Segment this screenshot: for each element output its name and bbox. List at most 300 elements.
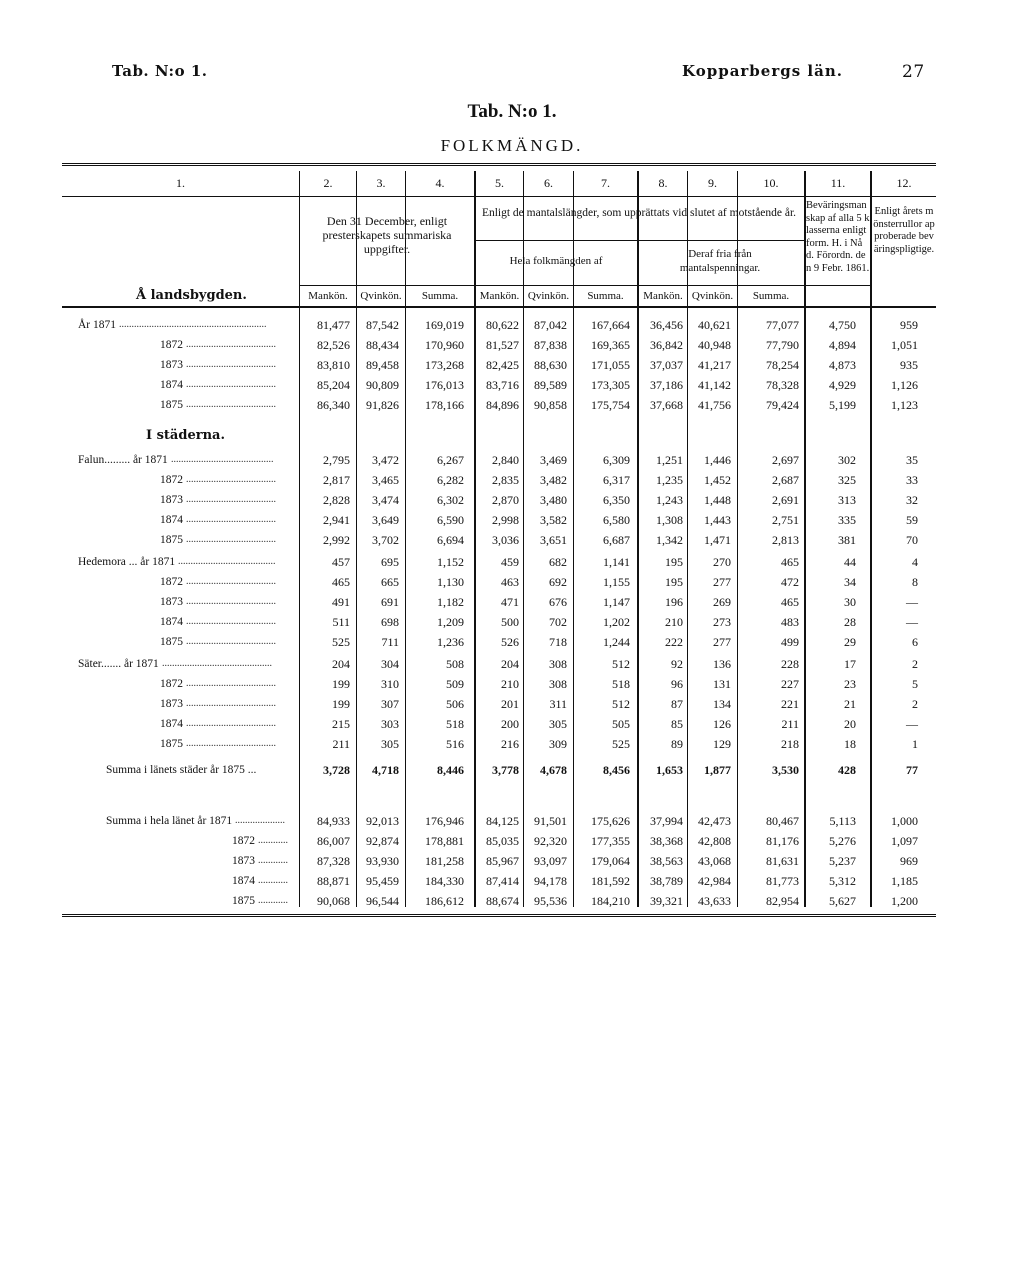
cell-col-12: 935 xyxy=(900,358,918,372)
cell-col-6: 87,838 xyxy=(534,338,567,352)
cell-col-2: 204 xyxy=(332,657,350,671)
cell-col-7: 512 xyxy=(612,657,630,671)
cell-col-7: 6,687 xyxy=(603,533,630,547)
cell-col-2: 2,941 xyxy=(323,513,350,527)
cell-col-11: 4,750 xyxy=(829,318,856,332)
cell-col-9: 269 xyxy=(713,595,731,609)
cell-col-4: 516 xyxy=(446,737,464,751)
cell-col-6: 3,651 xyxy=(540,533,567,547)
cell-col-2: 491 xyxy=(332,595,350,609)
running-head-county: Kopparbergs län. xyxy=(682,62,843,80)
cell-col-7: 6,309 xyxy=(603,453,630,467)
table-row xyxy=(0,336,1024,356)
row-label: År 1871 xyxy=(78,319,117,331)
sub-label-summa: Summa. xyxy=(421,290,459,302)
leader-dots: .................................... xyxy=(186,514,276,525)
table-row xyxy=(0,451,1024,471)
cell-col-5: 471 xyxy=(501,595,519,609)
cell-col-7: 1,147 xyxy=(603,595,630,609)
cell-col-5: 85,967 xyxy=(486,854,519,868)
cell-col-6: 309 xyxy=(549,737,567,751)
cell-col-7: 169,365 xyxy=(591,338,630,352)
cell-col-12: — xyxy=(906,615,918,629)
cell-col-10: 2,751 xyxy=(772,513,799,527)
table-row xyxy=(0,675,1024,695)
cell-col-8: 222 xyxy=(665,635,683,649)
cell-col-9: 43,633 xyxy=(698,894,731,908)
cell-col-8: 1,235 xyxy=(656,473,683,487)
cell-col-4: 8,446 xyxy=(437,763,464,777)
cell-col-7: 525 xyxy=(612,737,630,751)
cell-col-11: 428 xyxy=(838,763,856,777)
cell-col-4: 518 xyxy=(446,717,464,731)
cell-col-7: 175,626 xyxy=(591,814,630,828)
leader-dots: .................................... xyxy=(186,738,276,749)
header-monsterrullor: Enligt årets mönsterrullor approberade beväringspligtige. xyxy=(873,206,935,255)
row-label: 1872 xyxy=(160,576,183,588)
cell-col-4: 178,881 xyxy=(425,834,464,848)
leader-dots: .................... xyxy=(235,815,285,826)
table-title: Tab. N:o 1. xyxy=(467,101,557,122)
cell-col-9: 40,948 xyxy=(698,338,731,352)
cell-col-10: 77,790 xyxy=(766,338,799,352)
cell-col-8: 195 xyxy=(665,555,683,569)
cell-col-12: 33 xyxy=(906,473,918,487)
cell-col-2: 199 xyxy=(332,697,350,711)
cell-col-3: 307 xyxy=(381,697,399,711)
cell-col-8: 39,321 xyxy=(650,894,683,908)
row-label: 1875 xyxy=(160,534,183,546)
table-row xyxy=(0,593,1024,613)
cell-col-8: 196 xyxy=(665,595,683,609)
cell-col-10: 78,328 xyxy=(766,378,799,392)
row-label: Säter....... år 1871 xyxy=(78,658,159,670)
cell-col-5: 500 xyxy=(501,615,519,629)
cell-col-4: 176,013 xyxy=(425,378,464,392)
cell-col-2: 2,828 xyxy=(323,493,350,507)
cell-col-12: 1,126 xyxy=(891,378,918,392)
cell-col-10: 2,691 xyxy=(772,493,799,507)
row-label: 1875 xyxy=(160,399,183,411)
sub-label-qvinkon: Qvinkön. xyxy=(360,290,402,302)
cell-col-8: 36,842 xyxy=(650,338,683,352)
cell-col-9: 42,984 xyxy=(698,874,731,888)
cell-col-2: 215 xyxy=(332,717,350,731)
cell-col-4: 1,182 xyxy=(437,595,464,609)
sub-label-mankon: Mankön. xyxy=(479,290,520,302)
col-number: 3. xyxy=(376,176,386,190)
cell-col-11: 28 xyxy=(844,615,856,629)
cell-col-2: 85,204 xyxy=(317,378,350,392)
cell-col-2: 2,795 xyxy=(323,453,350,467)
section-staderna: I städerna. xyxy=(146,428,225,443)
cell-col-12: 1,051 xyxy=(891,338,918,352)
cell-col-6: 718 xyxy=(549,635,567,649)
cell-col-9: 277 xyxy=(713,635,731,649)
table-row xyxy=(0,892,1024,912)
leader-dots: .................................... xyxy=(186,379,276,390)
cell-col-5: 204 xyxy=(501,657,519,671)
cell-col-3: 3,472 xyxy=(372,453,399,467)
cell-col-11: 5,627 xyxy=(829,894,856,908)
cell-col-3: 88,434 xyxy=(366,338,399,352)
table-row xyxy=(0,872,1024,892)
row-label: 1875 xyxy=(232,895,255,907)
cell-col-5: 3,778 xyxy=(492,763,519,777)
cell-col-8: 37,037 xyxy=(650,358,683,372)
cell-col-12: 59 xyxy=(906,513,918,527)
cell-col-5: 2,998 xyxy=(492,513,519,527)
cell-col-5: 81,527 xyxy=(486,338,519,352)
cell-col-3: 3,474 xyxy=(372,493,399,507)
cell-col-10: 81,176 xyxy=(766,834,799,848)
cell-col-2: 457 xyxy=(332,555,350,569)
cell-col-5: 87,414 xyxy=(486,874,519,888)
cell-col-4: 1,130 xyxy=(437,575,464,589)
leader-dots: .................................... xyxy=(186,576,276,587)
cell-col-10: 227 xyxy=(781,677,799,691)
cell-col-11: 17 xyxy=(844,657,856,671)
cell-col-4: 6,302 xyxy=(437,493,464,507)
cell-col-10: 77,077 xyxy=(766,318,799,332)
table-row xyxy=(0,812,1024,832)
cell-col-3: 698 xyxy=(381,615,399,629)
cell-col-3: 87,542 xyxy=(366,318,399,332)
cell-col-3: 305 xyxy=(381,737,399,751)
cell-col-6: 95,536 xyxy=(534,894,567,908)
cell-col-9: 41,217 xyxy=(698,358,731,372)
cell-col-5: 83,716 xyxy=(486,378,519,392)
cell-col-12: 2 xyxy=(912,697,918,711)
cell-col-8: 38,563 xyxy=(650,854,683,868)
cell-col-8: 37,186 xyxy=(650,378,683,392)
col-number: 5. xyxy=(495,176,504,190)
cell-col-2: 2,992 xyxy=(323,533,350,547)
cell-col-10: 78,254 xyxy=(766,358,799,372)
cell-col-10: 465 xyxy=(781,555,799,569)
cell-col-2: 211 xyxy=(332,737,350,751)
cell-col-11: 21 xyxy=(844,697,856,711)
table-row xyxy=(0,852,1024,872)
leader-dots: .................................... xyxy=(186,718,276,729)
leader-dots: .................................... xyxy=(186,678,276,689)
cell-col-10: 3,530 xyxy=(772,763,799,777)
cell-col-9: 129 xyxy=(713,737,731,751)
col-number: 12. xyxy=(896,176,912,190)
cell-col-8: 1,251 xyxy=(656,453,683,467)
cell-col-10: 228 xyxy=(781,657,799,671)
table-row xyxy=(0,715,1024,735)
cell-col-6: 3,469 xyxy=(540,453,567,467)
cell-col-5: 84,125 xyxy=(486,814,519,828)
cell-col-6: 91,501 xyxy=(534,814,567,828)
cell-col-3: 303 xyxy=(381,717,399,731)
cell-col-7: 173,305 xyxy=(591,378,630,392)
cell-col-11: 5,237 xyxy=(829,854,856,868)
cell-col-5: 210 xyxy=(501,677,519,691)
cell-col-4: 1,152 xyxy=(437,555,464,569)
cell-col-11: 313 xyxy=(838,493,856,507)
cell-col-6: 308 xyxy=(549,677,567,691)
cell-col-9: 1,471 xyxy=(704,533,731,547)
cell-col-12: 70 xyxy=(906,533,918,547)
cell-col-4: 181,258 xyxy=(425,854,464,868)
table-row xyxy=(0,735,1024,755)
cell-col-11: 20 xyxy=(844,717,856,731)
leader-dots: .................................... xyxy=(186,636,276,647)
cell-col-11: 5,113 xyxy=(829,814,856,828)
cell-col-8: 210 xyxy=(665,615,683,629)
cell-col-3: 711 xyxy=(381,635,399,649)
sub-label-qvinkon: Qvinkön. xyxy=(691,290,734,302)
cell-col-12: — xyxy=(906,595,918,609)
row-label: 1874 xyxy=(232,875,255,887)
table-row xyxy=(0,832,1024,852)
table-row xyxy=(0,573,1024,593)
cell-col-11: 34 xyxy=(844,575,856,589)
cell-col-3: 3,465 xyxy=(372,473,399,487)
table-row xyxy=(0,491,1024,511)
cell-col-11: 335 xyxy=(838,513,856,527)
cell-col-9: 42,473 xyxy=(698,814,731,828)
cell-col-4: 170,960 xyxy=(425,338,464,352)
cell-col-5: 84,896 xyxy=(486,398,519,412)
cell-col-5: 201 xyxy=(501,697,519,711)
cell-col-8: 36,456 xyxy=(650,318,683,332)
section-landsbygden: Å landsbygden. xyxy=(136,288,247,303)
row-label: 1873 xyxy=(232,855,255,867)
cell-col-5: 85,035 xyxy=(486,834,519,848)
cell-col-2: 86,007 xyxy=(317,834,350,848)
cell-col-7: 6,317 xyxy=(603,473,630,487)
leader-dots: ............ xyxy=(258,875,288,886)
cell-col-5: 2,840 xyxy=(492,453,519,467)
cell-col-4: 506 xyxy=(446,697,464,711)
cell-col-9: 273 xyxy=(713,615,731,629)
cell-col-5: 3,036 xyxy=(492,533,519,547)
cell-col-10: 483 xyxy=(781,615,799,629)
header-group-presterskap: Den 31 December, enligt presterskapets summariska uppgifter. xyxy=(322,214,452,256)
cell-col-9: 134 xyxy=(713,697,731,711)
cell-col-7: 6,350 xyxy=(603,493,630,507)
table-row xyxy=(0,511,1024,531)
row-label: 1875 xyxy=(160,636,183,648)
cell-col-12: 6 xyxy=(912,635,918,649)
row-label: 1873 xyxy=(160,698,183,710)
cell-col-8: 37,994 xyxy=(650,814,683,828)
cell-col-7: 505 xyxy=(612,717,630,731)
cell-col-10: 81,631 xyxy=(766,854,799,868)
cell-col-7: 167,664 xyxy=(591,318,630,332)
cell-col-8: 96 xyxy=(671,677,683,691)
table-row xyxy=(0,356,1024,376)
cell-col-7: 6,580 xyxy=(603,513,630,527)
cell-col-8: 1,342 xyxy=(656,533,683,547)
cell-col-4: 6,590 xyxy=(437,513,464,527)
cell-col-6: 94,178 xyxy=(534,874,567,888)
cell-col-9: 126 xyxy=(713,717,731,731)
cell-col-2: 82,526 xyxy=(317,338,350,352)
cell-col-12: 1 xyxy=(912,737,918,751)
row-label: 1875 xyxy=(160,738,183,750)
cell-col-6: 90,858 xyxy=(534,398,567,412)
cell-col-10: 218 xyxy=(781,737,799,751)
cell-col-4: 1,209 xyxy=(437,615,464,629)
cell-col-10: 221 xyxy=(781,697,799,711)
cell-col-5: 526 xyxy=(501,635,519,649)
cell-col-2: 199 xyxy=(332,677,350,691)
cell-col-12: 4 xyxy=(912,555,918,569)
cell-col-11: 23 xyxy=(844,677,856,691)
cell-col-2: 525 xyxy=(332,635,350,649)
row-label: 1873 xyxy=(160,359,183,371)
cell-col-3: 96,544 xyxy=(366,894,399,908)
cell-col-5: 459 xyxy=(501,555,519,569)
cell-col-6: 311 xyxy=(549,697,567,711)
row-label: 1874 xyxy=(160,616,183,628)
cell-col-7: 177,355 xyxy=(591,834,630,848)
cell-col-6: 87,042 xyxy=(534,318,567,332)
table-row xyxy=(0,396,1024,416)
cell-col-7: 181,592 xyxy=(591,874,630,888)
cell-col-3: 304 xyxy=(381,657,399,671)
cell-col-3: 665 xyxy=(381,575,399,589)
cell-col-6: 4,678 xyxy=(540,763,567,777)
header-fria-fran-mantal: Deraf fria från mantalspenningar. xyxy=(679,248,761,274)
running-head-left: Tab. N:o 1. xyxy=(112,62,208,80)
cell-col-8: 195 xyxy=(665,575,683,589)
leader-dots: ......................................... xyxy=(171,454,274,465)
cell-col-11: 5,276 xyxy=(829,834,856,848)
cell-col-11: 30 xyxy=(844,595,856,609)
cell-col-11: 302 xyxy=(838,453,856,467)
col-number: 8. xyxy=(658,176,668,190)
cell-col-3: 310 xyxy=(381,677,399,691)
header-rule-b xyxy=(475,240,804,241)
leader-dots: .................................... xyxy=(186,596,276,607)
cell-col-6: 682 xyxy=(549,555,567,569)
header-beväringsmanskap: Beväringsmanskap af alla 5 klasserna enligt form. H. i Nåd. Förordn. den 9 Febr. 1861. xyxy=(806,200,870,274)
leader-dots: .................................... xyxy=(186,616,276,627)
row-label: 1874 xyxy=(160,718,183,730)
cell-col-9: 136 xyxy=(713,657,731,671)
cell-col-4: 169,019 xyxy=(425,318,464,332)
cell-col-2: 81,477 xyxy=(317,318,350,332)
cell-col-5: 216 xyxy=(501,737,519,751)
cell-col-3: 4,718 xyxy=(372,763,399,777)
cell-col-12: 5 xyxy=(912,677,918,691)
cell-col-8: 38,789 xyxy=(650,874,683,888)
leader-dots: .................................... xyxy=(186,534,276,545)
cell-col-7: 1,155 xyxy=(603,575,630,589)
sub-label-mankon: Mankön. xyxy=(643,290,683,302)
table-row xyxy=(0,376,1024,396)
cell-col-6: 3,482 xyxy=(540,473,567,487)
cell-col-6: 88,630 xyxy=(534,358,567,372)
cell-col-12: 77 xyxy=(906,763,918,777)
cell-col-4: 6,267 xyxy=(437,453,464,467)
cell-col-12: 32 xyxy=(906,493,918,507)
cell-col-7: 1,202 xyxy=(603,615,630,629)
cell-col-9: 1,448 xyxy=(704,493,731,507)
cell-col-7: 171,055 xyxy=(591,358,630,372)
row-label: Hedemora ... år 1871 xyxy=(78,556,176,568)
cell-col-10: 211 xyxy=(781,717,799,731)
leader-dots: .................................... xyxy=(186,698,276,709)
cell-col-4: 509 xyxy=(446,677,464,691)
col-number: 9. xyxy=(708,176,717,190)
cell-col-4: 6,282 xyxy=(437,473,464,487)
leader-dots: .................................... xyxy=(186,494,276,505)
cell-col-3: 695 xyxy=(381,555,399,569)
cell-col-7: 1,141 xyxy=(603,555,630,569)
cell-col-12: 969 xyxy=(900,854,918,868)
cell-col-10: 472 xyxy=(781,575,799,589)
header-hela-folkmangden: Hela folkmängden af xyxy=(509,255,603,267)
cell-col-8: 1,308 xyxy=(656,513,683,527)
cell-col-10: 465 xyxy=(781,595,799,609)
cell-col-7: 8,456 xyxy=(603,763,630,777)
cell-col-10: 2,697 xyxy=(772,453,799,467)
cell-col-11: 29 xyxy=(844,635,856,649)
cell-col-12: 1,097 xyxy=(891,834,918,848)
cell-col-4: 176,946 xyxy=(425,814,464,828)
cell-col-4: 1,236 xyxy=(437,635,464,649)
cell-col-3: 3,649 xyxy=(372,513,399,527)
row-label: 1872 xyxy=(160,474,183,486)
leader-dots: ............ xyxy=(258,835,288,846)
cell-col-6: 3,582 xyxy=(540,513,567,527)
table-row xyxy=(0,613,1024,633)
sub-label-summa: Summa. xyxy=(752,290,790,302)
cell-col-2: 88,871 xyxy=(317,874,350,888)
cell-col-8: 37,668 xyxy=(650,398,683,412)
cell-col-3: 691 xyxy=(381,595,399,609)
sub-label-summa: Summa. xyxy=(587,290,624,302)
row-label: 1872 xyxy=(160,339,183,351)
cell-col-12: 8 xyxy=(912,575,918,589)
cell-col-8: 85 xyxy=(671,717,683,731)
cell-col-3: 91,826 xyxy=(366,398,399,412)
row-label: 1873 xyxy=(160,596,183,608)
cell-col-6: 702 xyxy=(549,615,567,629)
cell-col-10: 2,813 xyxy=(772,533,799,547)
cell-col-3: 92,874 xyxy=(366,834,399,848)
table-row xyxy=(0,471,1024,491)
cell-col-8: 38,368 xyxy=(650,834,683,848)
cell-col-3: 95,459 xyxy=(366,874,399,888)
cell-col-10: 82,954 xyxy=(766,894,799,908)
cell-col-7: 512 xyxy=(612,697,630,711)
cell-col-9: 1,877 xyxy=(704,763,731,777)
cell-col-10: 80,467 xyxy=(766,814,799,828)
cell-col-9: 41,142 xyxy=(698,378,731,392)
cell-col-6: 305 xyxy=(549,717,567,731)
table-row xyxy=(0,553,1024,573)
cell-col-11: 4,873 xyxy=(829,358,856,372)
leader-dots: .................................... xyxy=(186,474,276,485)
page-number: 27 xyxy=(902,62,925,82)
cell-col-6: 3,480 xyxy=(540,493,567,507)
leader-dots: ............ xyxy=(258,855,288,866)
table-row xyxy=(0,316,1024,336)
cell-col-2: 86,340 xyxy=(317,398,350,412)
leader-dots: ............................................ xyxy=(162,658,272,669)
cell-col-11: 325 xyxy=(838,473,856,487)
col-number: 4. xyxy=(435,176,445,190)
cell-col-9: 131 xyxy=(713,677,731,691)
row-label: 1872 xyxy=(232,835,255,847)
